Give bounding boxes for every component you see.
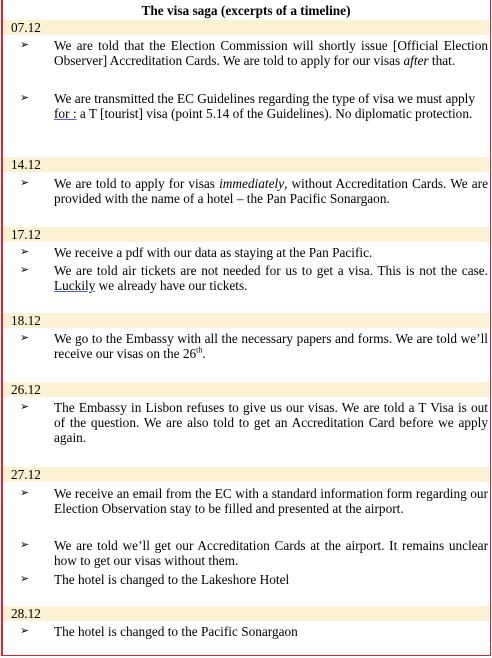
bullet-icon: ➢ <box>20 573 30 585</box>
timeline-item: We are told we’ll get our Accreditation Cards at the airport. It remains unclear how to get our visas without them. <box>54 538 488 569</box>
timeline-item: We are transmitted the EC Guidelines regarding the type of visa we must apply for : a T [tourist] visa (point 5.14 of the Guidelines). No diplomatic protection. <box>54 91 475 122</box>
date-26-12: 26.12 <box>3 382 489 397</box>
timeline-item: The hotel is changed to the Lakeshore Hotel <box>54 572 290 587</box>
timeline-item: We are told that the Election Commission will shortly issue [Official Election Observer] Accreditation Cards. We are told to apply for our visas after that. <box>54 38 488 69</box>
document-title: The visa saga (excerpts of a timeline) <box>141 3 351 18</box>
bullet-icon: ➢ <box>20 401 30 413</box>
date-18-12: 18.12 <box>3 313 489 328</box>
timeline-item: We are told air tickets are not needed for us to get a visa. This is not the case. Luckily we already have our tickets. <box>54 263 488 294</box>
bullet-icon: ➢ <box>20 264 30 276</box>
date-14-12: 14.12 <box>3 157 489 172</box>
date-28-12: 28.12 <box>3 606 489 621</box>
timeline-item: We are told to apply for visas immediately, without Accreditation Cards. We are provided with the name of a hotel – the Pan Pacific Sonargaon. <box>54 176 488 207</box>
timeline-item: The Embassy in Lisbon refuses to give us our visas. We are told a T Visa is out of the question. We are also told to get an Accreditation Card before we apply again. <box>54 400 488 446</box>
bullet-icon: ➢ <box>20 92 30 104</box>
date-27-12: 27.12 <box>3 467 489 482</box>
bullet-icon: ➢ <box>20 332 30 344</box>
timeline-item: We go to the Embassy with all the necessary papers and forms. We are told we’ll receive our visas on the 26th. <box>54 331 488 362</box>
date-17-12: 17.12 <box>3 227 489 242</box>
bullet-icon: ➢ <box>20 177 30 189</box>
bullet-icon: ➢ <box>20 246 30 258</box>
timeline-item: The hotel is changed to the Pacific Sonargaon <box>54 624 298 639</box>
timeline-item: We receive an email from the EC with a standard information form regarding our Election Observation stay to be filled and presented at the airport. <box>54 486 488 517</box>
bullet-icon: ➢ <box>20 625 30 637</box>
bullet-icon: ➢ <box>20 539 30 551</box>
timeline-item: We receive a pdf with our data as staying at the Pan Pacific. <box>54 245 373 260</box>
bullet-icon: ➢ <box>20 39 30 51</box>
date-07-12: 07.12 <box>3 20 489 35</box>
bullet-icon: ➢ <box>20 487 30 499</box>
